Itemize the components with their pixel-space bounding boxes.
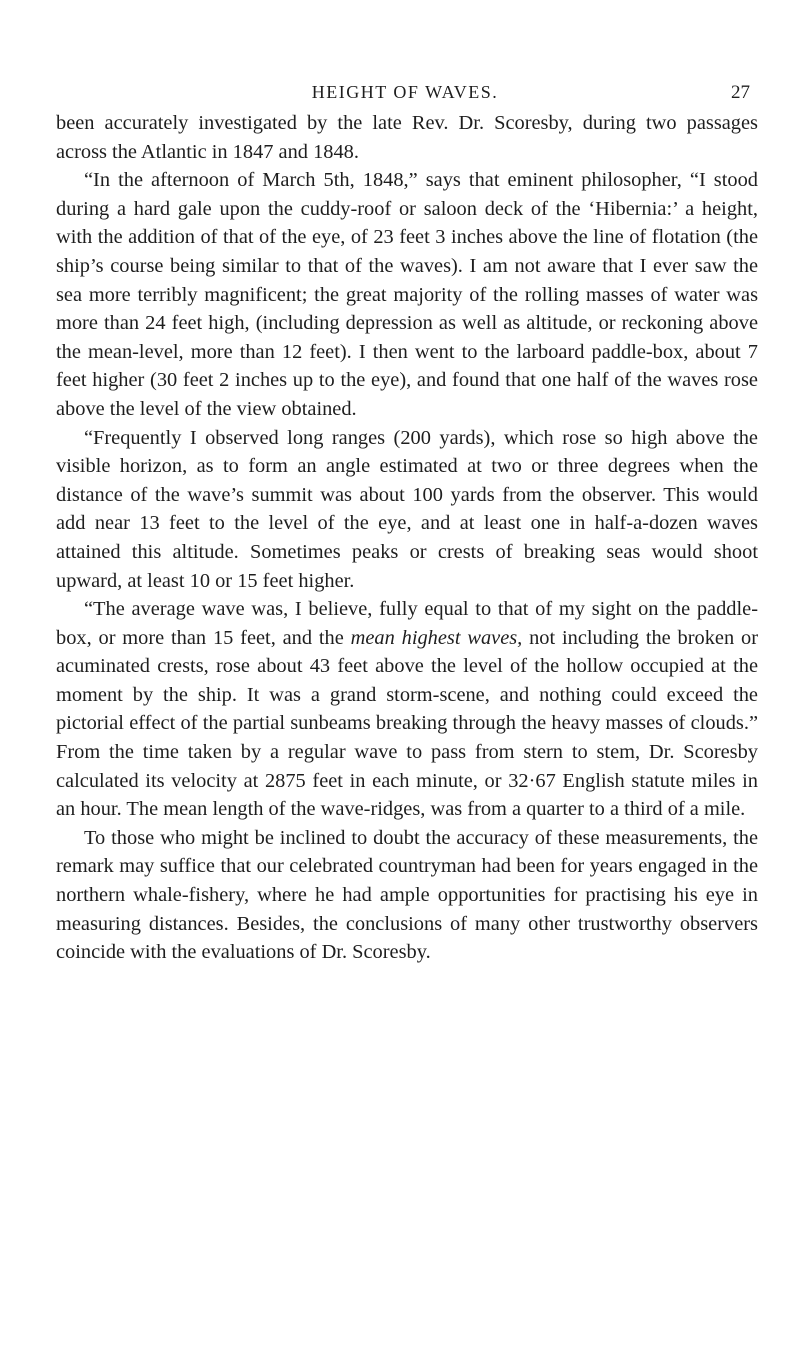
paragraph-average-wave: [56, 595, 758, 824]
average-wave-text-end: not including the broken or acuminated crests, rose about 43 feet above the level of the hollow occupied at the moment by the ship. It was a grand storm-scene, and nothing could exceed the pictorial effect of the partial sunbeams breaking through the heavy masses of clouds.” From the time taken by a regular wave to pass from stern to stem, Dr. Scoresby calculated its velocity at 2875 feet in each minute, or 32·67 English statute miles in an hour. The mean length of the wave-ridges, was from a quarter to a third of a mile.: [56, 626, 758, 821]
body-text: [56, 109, 758, 967]
running-head: [60, 82, 750, 108]
paragraph-long-ranges: “Frequently I observed long ranges (200 yards), which rose so high above the visible horizon, as to form an angle estimated at two or three degrees when the distance of the wave’s summit was about 100 yards from the observer. This would add near 13 feet to the level of the eye, and at least one in half-a-dozen waves attained this altitude. Sometimes peaks or crests of breaking seas would shoot upward, at least 10 or 15 feet higher.: [56, 426, 758, 592]
running-title: HEIGHT OF WAVES.: [311, 82, 499, 102]
paragraph-continued: been accurately investigated by the late Rev. Dr. Scoresby, during two passages across the Atlantic in 1847 and 1848.: [56, 112, 758, 163]
average-wave-text-start: “The average wave was, I believe, fully equal to that of my sight on the paddle-box, or more than 15 feet, and the: [56, 598, 758, 649]
paragraph-accuracy: To those who might be inclined to doubt the accuracy of these measurements, the remark may suffice that our celebrated countryman had been for years engaged in the northern whale-fishery, where he had ample opportunities for practising his eye in measuring distances. Besides, the conclusions of many other trustworthy observers coincide with the evaluations of Dr. Scoresby.: [56, 826, 758, 964]
page-number: 27: [731, 82, 750, 103]
paragraph-scoresby-quote: “In the afternoon of March 5th, 1848,” says that eminent philosopher, “I stood during a hard gale upon the cuddy-roof or saloon deck of the ‘Hibernia:’ a height, with the addition of that of the eye, of 23 feet 3 inches above the line of flotation (the ship’s course being similar to that of the waves). I am not aware that I ever saw the sea more terribly magnificent; the great majority of the rolling masses of water was more than 24 feet high, (including depression as well as altitude, or reckoning above the mean-level, more than 12 feet). I then went to the larboard paddle-box, about 7 feet higher (30 feet 2 inches up to the eye), and found that one half of the waves rose above the level of the view obtained.: [56, 169, 758, 420]
emphasis-mean-highest-waves: mean highest waves,: [350, 626, 523, 649]
